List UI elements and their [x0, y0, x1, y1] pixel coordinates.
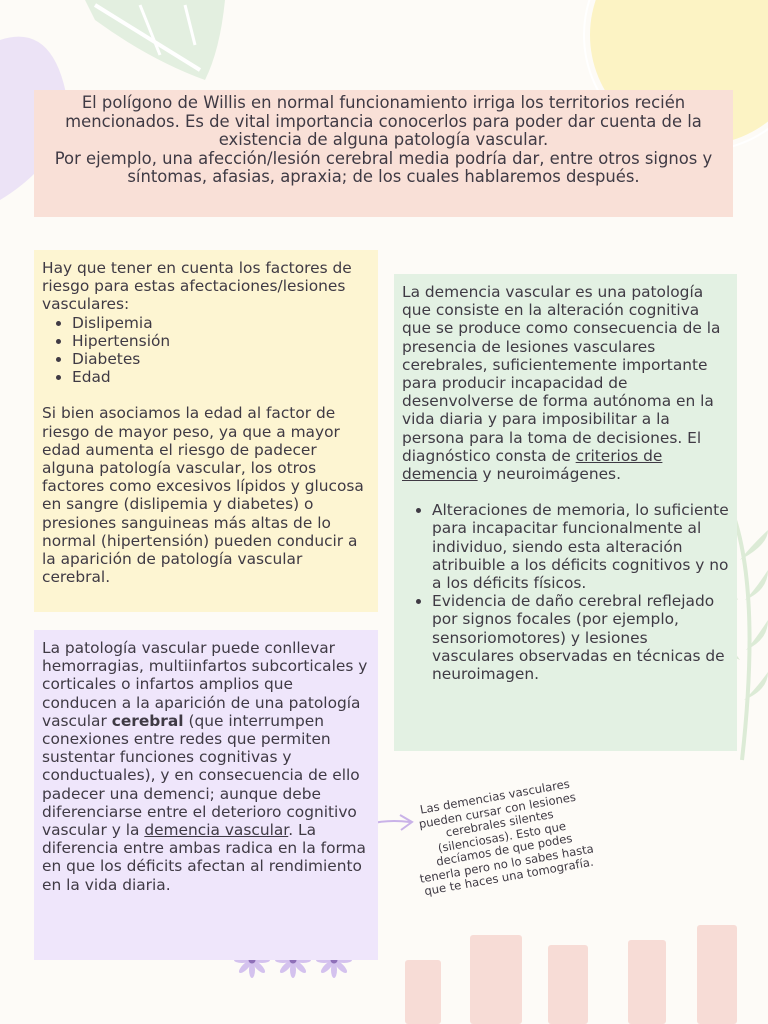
demencia-vascular-link[interactable]: demencia vascular: [144, 821, 289, 840]
side-note: Las demencias vasculares pueden cursar con lesiones cerebrales silentes (silenciosas). Esto que decíamos de que podes tenerla pero no lo sabes hasta que te haces una tomografía.: [417, 776, 595, 899]
dementia-text-part: y neuroimágenes.: [477, 465, 621, 484]
criterios-demencia-link[interactable]: criterios de demencia: [402, 446, 663, 484]
vascular-dementia-box: [394, 274, 737, 751]
criteria-list: [402, 501, 730, 683]
list-item: • Hipertensión: [72, 332, 371, 350]
risk-factors-box: [34, 250, 378, 612]
brush-stroke: [405, 925, 737, 1024]
pathology-text-part: La patología vascular puede conllevar hemorragias, multiinfartos subcorticales y corticales o infartos amplios que conducen a la aparición de una patología vascular: [42, 639, 368, 730]
list-item: • Evidencia de daño cerebral reflejado por signos focales (por ejemplo, sensoriomotores) y lesiones vasculares observadas en técnicas de neuroimagen.: [432, 592, 730, 683]
list-item: • Alteraciones de memoria, lo suficiente para incapacitar funcionalmente al individuo, siendo esta alteración atribuible a los déficits cognitivos y no a los déficits físicos.: [432, 501, 730, 592]
pathology-text-part: (que interrumpen conexiones entre redes que permiten sustentar funciones cognitivas y conductuales), y en consecuencia de ello padecer una demenci; aunque debe diferenciarse entre el deterioro cognitivo vascular y la: [42, 711, 360, 840]
list-item: • Diabetes: [72, 350, 371, 368]
list-item: • Edad: [72, 368, 371, 386]
intro-box: [34, 90, 733, 217]
risk-paragraph: Si bien asociamos la edad al factor de riesgo de mayor peso, ya que a mayor edad aumenta el riesgo de padecer alguna patología vascular, los otros factores como excesivos lípidos y glucosa en sangre (dislipemia y diabetes) o presiones sanguineas más altas de lo normal (hipertensión) pueden conducir a la aparición de patología vascular cerebral.: [42, 404, 364, 587]
risk-lead-text: Hay que tener en cuenta los factores de riesgo para estas afectaciones/lesiones vasculares:: [42, 259, 352, 314]
list-item: • Dislipemia: [72, 314, 371, 332]
pathology-text: [42, 639, 371, 894]
dementia-text-part: La demencia vascular es una patología que consiste en la alteración cognitiva que se produce como consecuencia de la presencia de lesiones vasculares cerebrales, suficientemente importante para producir incapacidad de desenvolverse de forma autónoma en la vida diaria y para imposibilitar a la persona para la toma de decisiones. El diagnóstico consta de: [402, 283, 721, 465]
intro-text: El polígono de Willis en normal funcionamiento irriga los territorios recién mencionados. Es de vital importancia conocerlos para poder dar cuenta de la existencia de alguna patología vascular.: [65, 93, 702, 149]
pathology-bold-word: cerebral: [111, 711, 184, 730]
risk-factor-list: [42, 314, 371, 387]
dementia-text: [402, 283, 730, 483]
pathology-text-part: . La diferencia entre ambas radica en la forma en que los déficits afectan al rendimiento en la vida diaria.: [42, 821, 366, 894]
pathology-box: [34, 630, 378, 960]
intro-example-text: Por ejemplo, una afección/lesión cerebral media podría dar, entre otros signos y síntomas, afasias, apraxia; de los cuales hablaremos después.: [54, 148, 713, 186]
